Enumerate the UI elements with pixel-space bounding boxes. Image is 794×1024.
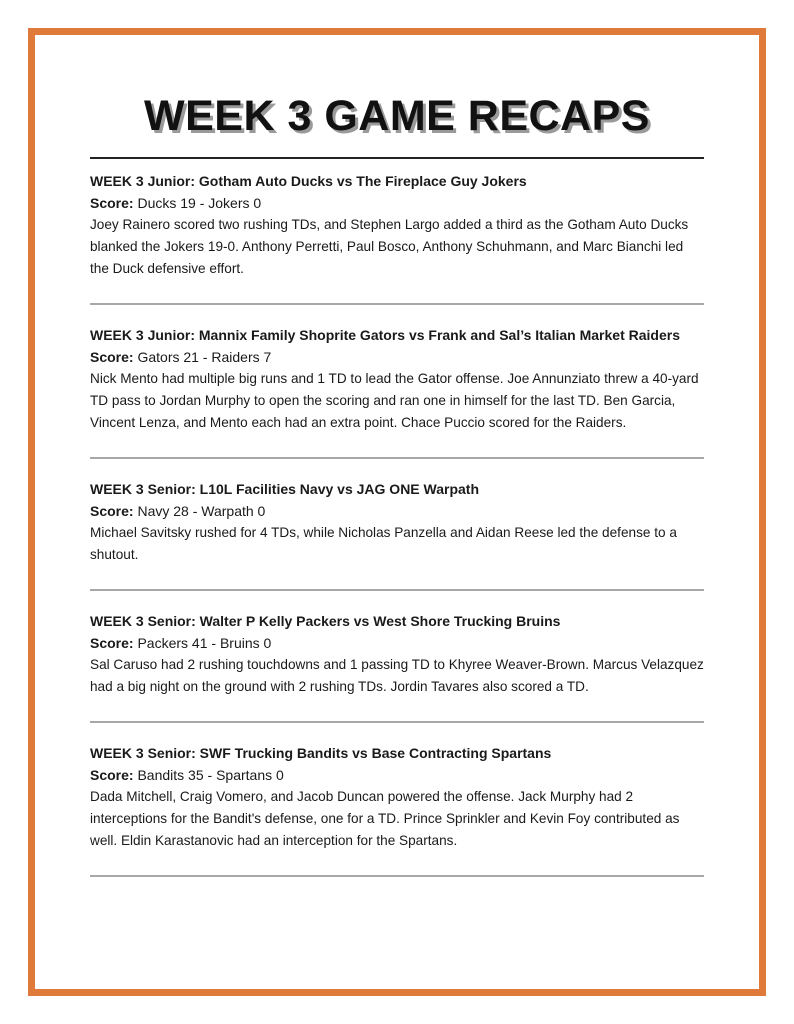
recap-heading: WEEK 3 Junior: Gotham Auto Ducks vs The Fireplace Guy Jokers (90, 173, 527, 189)
score-value: Bandits 35 - Spartans 0 (137, 767, 284, 783)
divider (90, 721, 704, 723)
recap-item (90, 478, 704, 566)
recap-body: Michael Savitsky rushed for 4 TDs, while Nicholas Panzella and Aidan Reese led the defense to a shutout. (90, 525, 677, 562)
recap-score (90, 500, 704, 522)
score-value: Packers 41 - Bruins 0 (137, 635, 272, 651)
title-rule (90, 157, 704, 159)
divider (90, 303, 704, 305)
recap-item (90, 170, 704, 280)
recap-body: Joey Rainero scored two rushing TDs, and Stephen Largo added a third as the Gotham Auto Ducks blanked the Jokers 19-0. Anthony Perretti, Paul Bosco, Anthony Schuhmann, and Marc Bianchi led the Duck defensive effort. (90, 217, 689, 276)
recap-score (90, 192, 704, 214)
recap-score (90, 764, 704, 786)
divider (90, 875, 704, 877)
divider (90, 457, 704, 459)
recap-heading: WEEK 3 Junior: Mannix Family Shoprite Gators vs Frank and Sal’s Italian Market Raiders (90, 327, 680, 343)
recap-body: Nick Mento had multiple big runs and 1 TD to lead the Gator offense. Joe Annunziato threw a 40-yard TD pass to Jordan Murphy to open the scoring and ran one in himself for the last TD. Ben Garcia, Vincent Lenza, and Mento each had an extra point. Chace Puccio scored for the Raiders. (90, 371, 699, 430)
recap-heading: WEEK 3 Senior: SWF Trucking Bandits vs Base Contracting Spartans (90, 745, 552, 761)
recap-heading: WEEK 3 Senior: L10L Facilities Navy vs JAG ONE Warpath (90, 481, 480, 497)
recap-body: Dada Mitchell, Craig Vomero, and Jacob Duncan powered the offense. Jack Murphy had 2 interceptions for the Bandit's defense, one for a TD. Prince Sprinkler and Kevin Foy contributed as well. Eldin Karastanovic had an interception for the Spartans. (90, 789, 680, 848)
score-label: Score: (90, 503, 134, 519)
page-title: WEEK 3 GAME RECAPS (144, 92, 650, 140)
score-label: Score: (90, 195, 134, 211)
recap-score (90, 632, 704, 654)
divider (90, 589, 704, 591)
score-label: Score: (90, 635, 134, 651)
score-value: Ducks 19 - Jokers 0 (137, 195, 262, 211)
recap-item (90, 324, 704, 434)
recap-body: Sal Caruso had 2 rushing touchdowns and 1 passing TD to Khyree Weaver-Brown. Marcus Velazquez had a big night on the ground with 2 rushing TDs. Jordin Tavares also scored a TD. (90, 657, 704, 694)
recap-score (90, 346, 704, 368)
recap-heading: WEEK 3 Senior: Walter P Kelly Packers vs West Shore Trucking Bruins (90, 613, 561, 629)
score-label: Score: (90, 349, 134, 365)
recap-item (90, 610, 704, 698)
recap-list (90, 170, 704, 896)
score-value: Gators 21 - Raiders 7 (137, 349, 272, 365)
recap-item (90, 742, 704, 852)
score-label: Score: (90, 767, 134, 783)
score-value: Navy 28 - Warpath 0 (137, 503, 266, 519)
